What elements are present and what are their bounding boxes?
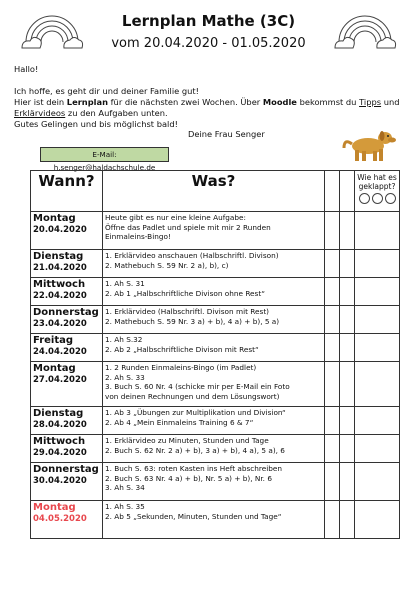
date: 21.04.2020 [33,263,87,273]
table-row [31,501,400,539]
letter-line-1: Ich hoffe, es geht dir und deiner Familie gut! [14,86,199,96]
text: zu den Aufgaben unten. [65,108,168,118]
text: Hier ist dein [14,97,67,107]
when-cell [31,407,103,435]
check-cell [325,250,340,278]
check-cell [325,278,340,306]
when-cell [31,250,103,278]
when-cell [31,334,103,362]
date: 20.04.2020 [33,225,87,235]
rating-cell [355,362,400,407]
weekday: Donnerstag [33,307,99,318]
erklaervideos-term: Erklärvideos [14,108,66,118]
weekday: Montag [33,363,76,374]
text: für die nächsten zwei Wochen. Über [108,97,263,107]
email-box: E-Mail: h.senger@haldachschule.de [40,147,169,162]
when-cell [31,278,103,306]
rating-cell [355,212,400,250]
tipps-term: Tipps [359,97,382,107]
date: 24.04.2020 [33,347,87,357]
text: bekommst du [296,97,360,107]
table-row [31,334,400,362]
table-header-row [31,171,400,212]
date: 22.04.2020 [33,291,87,301]
when-cell [31,501,103,539]
check-cell [340,306,355,334]
check-cell [325,212,340,250]
check-cell [340,407,355,435]
when-cell [31,212,103,250]
plan-table [30,170,400,539]
tasks-cell: 1. Ab 3 „Übungen zur Multiplikation und Division“ 2. Ab 4 „Mein Einmaleins Training 6 & 7“ [103,407,325,435]
dog-icon [342,124,398,164]
happy-face-icon [359,193,370,204]
date: 30.04.2020 [33,476,87,486]
letter-line-3 [14,108,414,119]
date: 27.04.2020 [33,375,87,385]
letter-line-4: Gutes Gelingen und bis möglichst bald! [14,119,178,129]
when-cell [31,463,103,501]
weekday: Mittwoch [33,279,86,290]
text: und [381,97,400,107]
date-range: vom 20.04.2020 - 01.05.2020 [111,36,306,51]
rating-cell [355,278,400,306]
when-cell [31,306,103,334]
check-cell [340,250,355,278]
greeting: Hallo! [14,64,39,74]
table-row [31,306,400,334]
check-cell [340,501,355,539]
rating-cell [355,306,400,334]
weekday: Montag [33,213,76,224]
tasks-cell: 1. Ah S. 35 2. Ab 5 „Sekunden, Minuten, Stunden und Tage“ [103,501,325,539]
check-cell [325,407,340,435]
rating-cell [355,250,400,278]
check-cell [340,212,355,250]
rating-cell [355,501,400,539]
rating-cell [355,463,400,501]
tasks-cell: Heute gibt es nur eine kleine Aufgabe: Öffne das Padlet und spiele mit mir 2 Runden Einmaleins-Bingo! [103,212,325,250]
weekday: Donnerstag [33,464,99,475]
tasks-cell: 1. Ah S. 31 2. Ab 1 „Halbschriftliche Divison ohne Rest“ [103,278,325,306]
check-cell [340,334,355,362]
check-cell [325,501,340,539]
check-cell [325,334,340,362]
letter-line-2 [14,97,414,108]
table-row [31,407,400,435]
table-row [31,362,400,407]
neutral-face-icon [372,193,383,204]
check-cell [325,435,340,463]
page-title: Lernplan Mathe (3C) [121,12,296,30]
moodle-term: Moodle [262,97,297,107]
table-row [31,278,400,306]
weekday: Dienstag [33,251,84,262]
tasks-cell: 1. Ah S.32 2. Ab 2 „Halbschriftliche Divison mit Rest“ [103,334,325,362]
check-cell [325,362,340,407]
tasks-cell: 1. Erklärvideo anschauen (Halbschriftl. Divison) 2. Mathebuch S. 59 Nr. 2 a), b), c) [103,250,325,278]
rating-cell [355,407,400,435]
weekday: Montag [33,502,76,513]
column-header-how [355,171,400,212]
column-header-how-label: Wie hat es geklappt? [357,173,397,191]
intro-letter [14,64,414,130]
check-cell [325,463,340,501]
column-header-what: Was? [103,171,325,212]
table-row [31,250,400,278]
date: 29.04.2020 [33,448,87,458]
spacer-cell [340,171,355,212]
check-cell [340,278,355,306]
signature: Deine Frau Senger [188,129,265,139]
table-row [31,463,400,501]
tasks-cell: 1. Erklärvideo (Halbschriftl. Divison mit Rest) 2. Mathebuch S. 59 Nr. 3 a) + b), 4 a) + b), 5 a) [103,306,325,334]
check-cell [340,463,355,501]
weekday: Dienstag [33,408,84,419]
date: 23.04.2020 [33,319,87,329]
when-cell [31,362,103,407]
lernplan-term: Lernplan [66,97,108,107]
spacer-cell [325,171,340,212]
when-cell [31,435,103,463]
table-row [31,212,400,250]
check-cell [340,435,355,463]
sad-face-icon [385,193,396,204]
tasks-cell: 1. Buch S. 63: roten Kasten ins Heft abschreiben 2. Buch S. 63 Nr. 4 a) + b), Nr. 5 a) + b), Nr. 6 3. Ah S. 34 [103,463,325,501]
check-cell [340,362,355,407]
check-cell [325,306,340,334]
weekday: Freitag [33,335,74,346]
column-header-when: Wann? [31,171,103,212]
smiley-rating [355,193,399,204]
table-row [31,435,400,463]
date: 28.04.2020 [33,420,87,430]
rating-cell [355,334,400,362]
rating-cell [355,435,400,463]
tasks-cell: 1. Erklärvideo zu Minuten, Stunden und Tage 2. Buch S. 62 Nr. 2 a) + b), 3 a) + b), 4 a), 5 a), 6 [103,435,325,463]
tasks-cell: 1. 2 Runden Einmaleins-Bingo (im Padlet) 2. Ah S. 33 3. Buch S. 60 Nr. 4 (schicke mir per E-Mail ein Foto von deinen Rechnungen und dem Lösungswort) [103,362,325,407]
weekday: Mittwoch [33,436,86,447]
date: 04.05.2020 [33,514,87,524]
